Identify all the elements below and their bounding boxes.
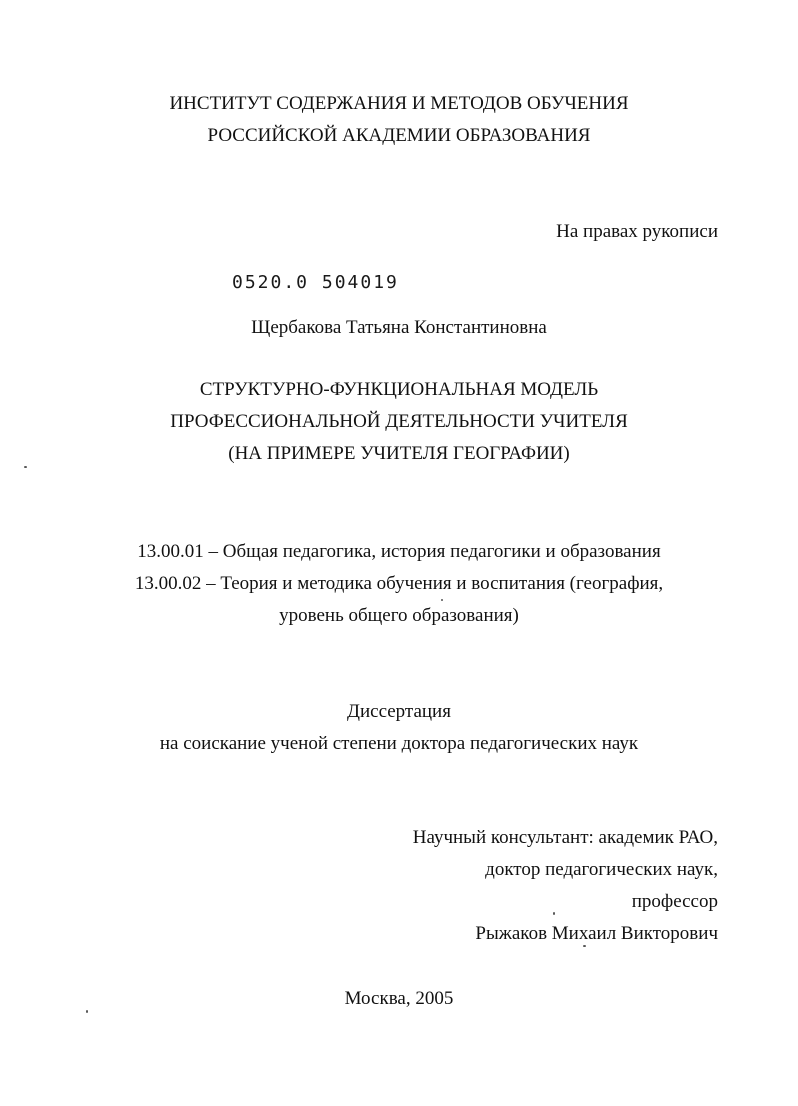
scan-speck [553, 912, 555, 915]
scan-speck [24, 466, 27, 468]
work-type-line-2: на соискание ученой степени доктора педагогических наук [159, 733, 639, 754]
dissertation-title-line-2: ПРОФЕССИОНАЛЬНОЙ ДЕЯТЕЛЬНОСТИ УЧИТЕЛЯ [170, 411, 628, 432]
scan-speck [441, 599, 443, 601]
institution-line-1: ИНСТИТУТ СОДЕРЖАНИЯ И МЕТОДОВ ОБУЧЕНИЯ [169, 93, 629, 114]
advisor-line-1: Научный консультант: академик РАО, [412, 827, 718, 848]
scan-speck [86, 1010, 88, 1013]
advisor-line-4: Рыжаков Михаил Викторович [475, 923, 718, 944]
institution-line-2: РОССИЙСКОЙ АКАДЕМИИ ОБРАЗОВАНИЯ [207, 125, 591, 146]
work-type-line-1: Диссертация [347, 701, 451, 722]
place-and-year: Москва, 2005 [344, 988, 454, 1009]
advisor-line-2: доктор педагогических наук, [485, 859, 718, 880]
advisor-line-3: профессор [631, 891, 718, 912]
registration-number-stamp: 0520.0 504019 [232, 272, 399, 293]
specialty-line-1: 13.00.01 – Общая педагогика, история педагогики и образования [137, 541, 661, 562]
author-name: Щербакова Татьяна Константиновна [251, 317, 547, 338]
specialty-line-3: уровень общего образования) [279, 605, 519, 626]
specialty-line-2: 13.00.02 – Теория и методика обучения и воспитания (география, [134, 573, 664, 594]
manuscript-note: На правах рукописи [556, 221, 718, 242]
dissertation-title-line-3: (НА ПРИМЕРЕ УЧИТЕЛЯ ГЕОГРАФИИ) [228, 443, 570, 464]
dissertation-title-line-1: СТРУКТУРНО-ФУНКЦИОНАЛЬНАЯ МОДЕЛЬ [199, 379, 599, 400]
scan-speck [583, 945, 586, 947]
